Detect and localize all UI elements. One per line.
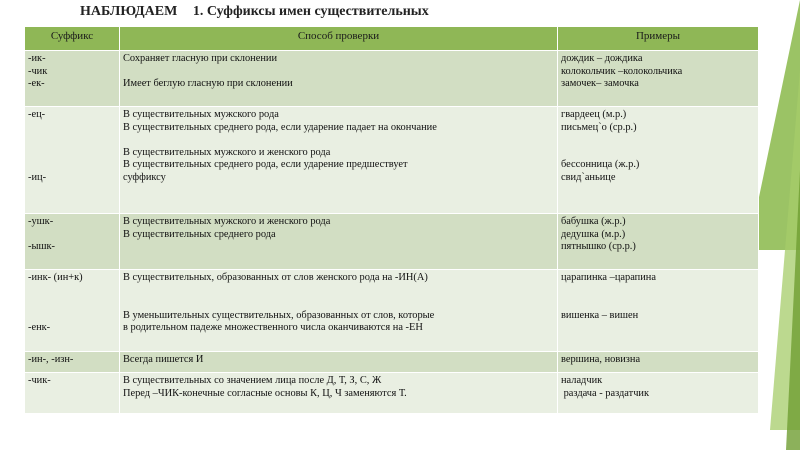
cell-line xyxy=(123,66,554,79)
cell-line: -ец- xyxy=(28,109,46,120)
table-row xyxy=(25,270,759,352)
cell-line: В существительных мужского и женского рода xyxy=(123,216,331,227)
cell-line: В уменьшительных существительных, образованных от слов, которые xyxy=(123,309,435,321)
cell-line xyxy=(28,285,116,298)
cell-line: В существительных со значением лица после Д, Т, З, С, Ж xyxy=(123,375,382,386)
cell-line: -ышк- xyxy=(28,241,55,252)
cell-line: Имеет беглую гласную при склонении xyxy=(123,78,293,89)
suffix-cell xyxy=(25,214,120,270)
cell-line: Сохраняет гласную при склонении xyxy=(123,53,278,64)
cell-line: дождик – дождика xyxy=(561,53,643,64)
column-header-examples: Примеры xyxy=(558,27,759,51)
cell-line: вершина, новизна xyxy=(561,354,641,365)
column-header-suffix: Суффикс xyxy=(25,27,120,51)
cell-line xyxy=(561,297,755,310)
cell-line: В существительных среднего рода xyxy=(123,228,276,240)
title-subtitle: 1. Суффиксы имен существительных xyxy=(192,4,429,19)
cell-line: царапинка –царапина xyxy=(561,272,656,283)
cell-line: вишенка – вишен xyxy=(561,309,639,321)
cell-line: Всегда пишется И xyxy=(123,354,204,365)
cell-line: -енк- xyxy=(28,322,51,333)
table-header-row xyxy=(25,27,759,51)
table-row xyxy=(25,214,759,270)
method-cell xyxy=(120,107,558,214)
cell-line: В существительных мужского рода xyxy=(123,109,279,120)
cell-line: свид`аньице xyxy=(561,171,616,183)
examples-cell xyxy=(558,51,759,107)
cell-line: бабушка (ж.р.) xyxy=(561,216,626,227)
table-row xyxy=(25,51,759,107)
cell-line: суффиксу xyxy=(123,171,166,183)
cell-line xyxy=(28,229,116,242)
cell-line: -инк- (ин+к) xyxy=(28,272,83,283)
table-row xyxy=(25,107,759,214)
cell-line: Перед –ЧИК-конечные согласные основы К, Ц, Ч заменяются Т. xyxy=(123,387,407,399)
examples-cell xyxy=(558,270,759,352)
examples-cell xyxy=(558,352,759,373)
slide-title xyxy=(80,4,429,20)
cell-line: колокольчик –колокольчика xyxy=(561,65,683,77)
examples-cell xyxy=(558,107,759,214)
cell-line xyxy=(28,159,116,172)
cell-line: наладчик xyxy=(561,375,603,386)
cell-line: бессонница (ж.р.) xyxy=(561,159,640,170)
cell-line xyxy=(28,147,116,160)
cell-line: В существительных среднего рода, если ударение предшествует xyxy=(123,159,408,170)
cell-line: -иц- xyxy=(28,171,47,183)
method-cell xyxy=(120,214,558,270)
method-cell xyxy=(120,352,558,373)
cell-line xyxy=(561,147,755,160)
examples-cell xyxy=(558,214,759,270)
cell-line xyxy=(28,310,116,323)
cell-line: письмец`о (ср.р.) xyxy=(561,121,637,133)
cell-line xyxy=(123,285,554,298)
suffix-table xyxy=(24,26,759,414)
cell-line xyxy=(561,285,755,298)
suffix-cell xyxy=(25,107,120,214)
cell-line xyxy=(28,297,116,310)
cell-line xyxy=(123,134,554,147)
cell-line: -ушк- xyxy=(28,216,54,227)
column-header-method: Способ проверки xyxy=(120,27,558,51)
cell-line: раздача - раздатчик xyxy=(561,387,650,399)
suffix-cell xyxy=(25,270,120,352)
cell-line: -чик- xyxy=(28,375,51,386)
cell-line: пятнышко (ср.р.) xyxy=(561,241,636,252)
cell-line: дедушка (м.р.) xyxy=(561,228,626,240)
cell-line xyxy=(28,122,116,135)
cell-line: гвардеец (м.р.) xyxy=(561,109,627,120)
cell-line xyxy=(28,134,116,147)
cell-line xyxy=(123,297,554,310)
cell-line xyxy=(561,134,755,147)
cell-line: В существительных, образованных от слов женского рода на -ИН(А) xyxy=(123,272,428,283)
suffix-cell xyxy=(25,373,120,414)
table-row xyxy=(25,373,759,414)
method-cell xyxy=(120,51,558,107)
suffix-cell xyxy=(25,51,120,107)
cell-line: в родительном падеже множественного числа оканчиваются на -ЕН xyxy=(123,322,423,333)
table-row xyxy=(25,352,759,373)
cell-line: -ин-, -изн- xyxy=(28,354,74,365)
cell-line: В существительных среднего рода, если ударение падает на окончание xyxy=(123,121,437,133)
title-label: НАБЛЮДАЕМ xyxy=(80,4,178,19)
cell-line: В существительных мужского и женского рода xyxy=(123,146,331,158)
suffix-cell xyxy=(25,352,120,373)
method-cell xyxy=(120,270,558,352)
cell-line: -ек- xyxy=(28,78,45,89)
cell-line: -чик xyxy=(28,65,48,77)
decorative-green-stripe xyxy=(786,170,800,450)
method-cell xyxy=(120,373,558,414)
cell-line: -ик- xyxy=(28,53,46,64)
cell-line: замочек– замочка xyxy=(561,78,639,89)
examples-cell xyxy=(558,373,759,414)
